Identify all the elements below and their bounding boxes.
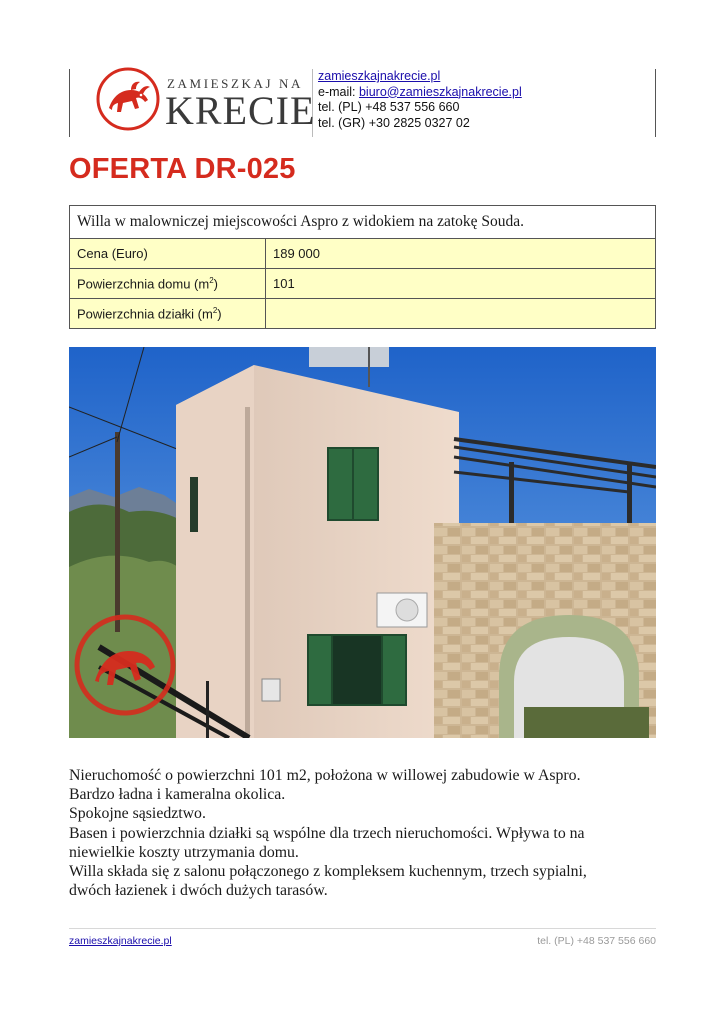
description-line: dwóch łazienek i dwóch dużych tarasów. <box>69 882 328 900</box>
house-area-value: 101 <box>266 269 656 299</box>
unit-superscript: 2 <box>212 305 218 315</box>
house-area-label <box>70 269 266 299</box>
price-label-text: Cena (Euro) <box>77 246 148 261</box>
footer-phone: tel. (PL) +48 537 556 660 <box>537 935 656 947</box>
email-link[interactable]: biuro@zamieszkajnakrecie.pl <box>358 84 522 99</box>
description-line: Willa składa się z salonu połączonego z kompleksem kuchennym, trzech sypialni, <box>69 863 587 881</box>
offer-description: Willa w malowniczej miejscowości Aspro z widokiem na zatokę Souda. <box>70 206 656 239</box>
header-left-rule <box>69 69 70 137</box>
table-row <box>70 299 656 329</box>
header-right-rule <box>655 69 656 137</box>
phone-gr: tel. (GR) +30 2825 0327 02 <box>318 115 470 130</box>
bull-logo-icon <box>95 66 161 132</box>
price-value: 189 000 <box>266 239 656 269</box>
logo-tagline: ZAMIESZKAJ NA <box>167 76 303 91</box>
offer-title: OFERTA DR-025 <box>69 153 296 185</box>
website-link[interactable]: zamieszkajnakrecie.pl <box>318 69 441 83</box>
plot-area-value <box>266 299 656 329</box>
table-row <box>70 239 656 269</box>
description-line: Nieruchomość o powierzchni 101 m2, położona w willowej zabudowie w Aspro. <box>69 767 581 784</box>
house-photo-illustration <box>69 347 656 738</box>
phone-pl: tel. (PL) +48 537 556 660 <box>318 100 460 114</box>
contact-block <box>318 69 522 131</box>
offer-info-table <box>69 205 656 329</box>
description-line: Basen i powierzchnia działki są wspólne dla trzech nieruchomości. Wpływa to na <box>69 824 585 842</box>
label-close-paren: ) <box>213 276 219 292</box>
description-line: Bardzo ładna i kameralna okolica. <box>69 786 286 804</box>
plot-area-label-text: Powierzchnia działki (m <box>77 306 213 322</box>
label-close-paren: ) <box>217 306 222 322</box>
table-row <box>70 269 656 299</box>
logo-wordmark: KRECIE <box>165 88 316 133</box>
unit-superscript: 2 <box>209 275 214 285</box>
email-label: e-mail: <box>318 84 359 99</box>
table-row <box>70 206 656 239</box>
property-description <box>69 766 659 900</box>
house-area-label-text: Powierzchnia domu (m <box>77 276 210 292</box>
company-logo[interactable] <box>95 66 316 136</box>
footer-website-link[interactable]: zamieszkajnakrecie.pl <box>69 935 172 947</box>
price-label <box>70 239 266 269</box>
description-line: niewielkie koszty utrzymania domu. <box>69 843 299 861</box>
property-photo <box>69 347 656 738</box>
plot-area-label <box>70 299 266 329</box>
footer-divider <box>69 928 656 929</box>
description-line: Spokojne sąsiedztwo. <box>69 805 206 823</box>
